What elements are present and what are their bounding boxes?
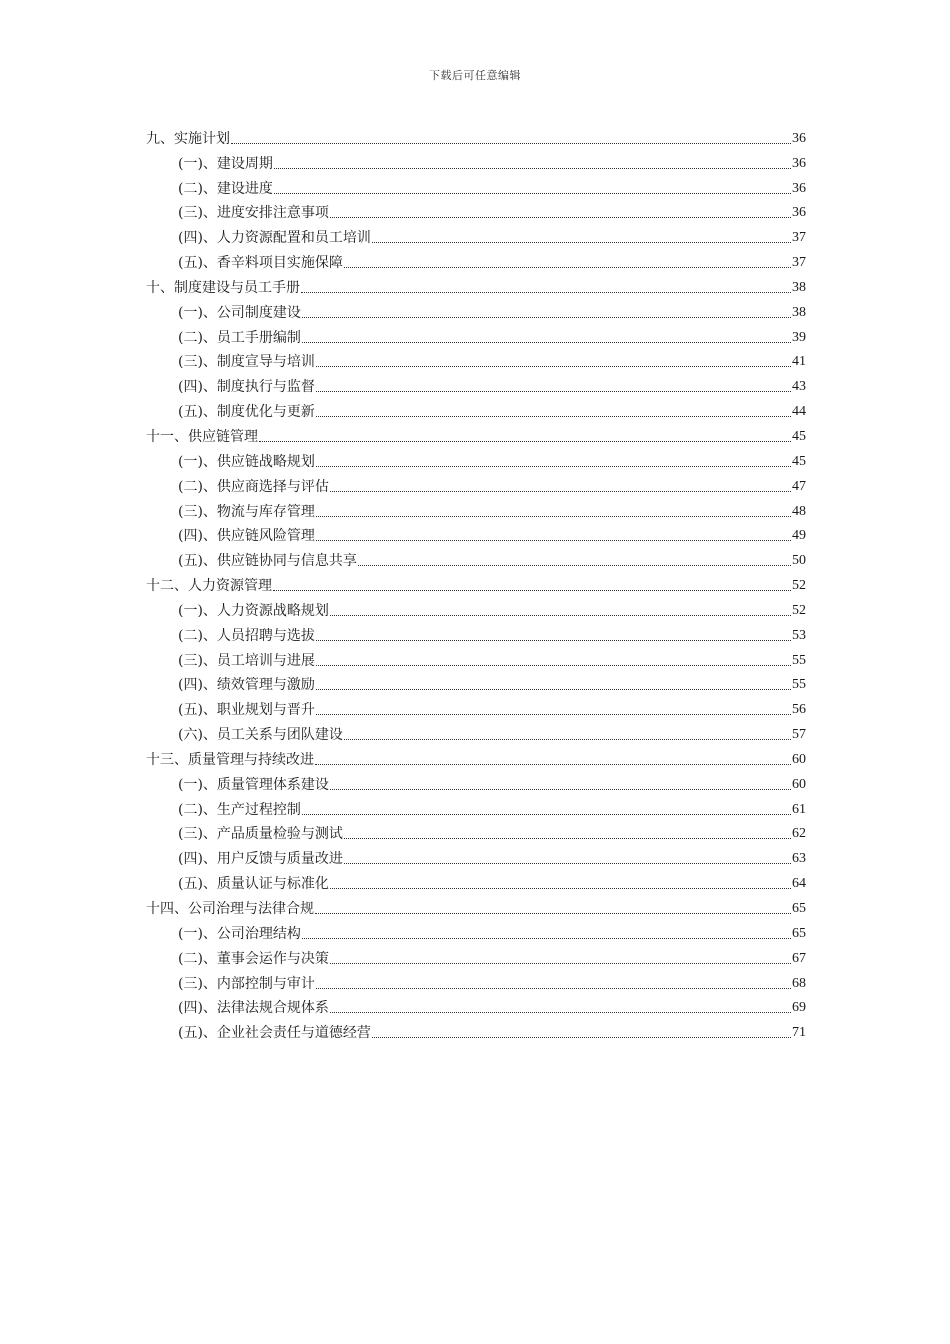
toc-entry-title: 十、制度建设与员工手册 xyxy=(146,279,300,296)
toc-entry-title: (三)、内部控制与审计 xyxy=(178,975,315,992)
toc-page-number: 43 xyxy=(792,379,806,395)
toc-entry-title: (五)、制度优化与更新 xyxy=(178,404,315,421)
toc-section-entry[interactable] xyxy=(146,325,806,350)
toc-entry-title: (六)、员工关系与团队建设 xyxy=(178,727,343,744)
toc-page-number: 36 xyxy=(792,205,806,221)
toc-section-entry[interactable] xyxy=(146,971,806,996)
toc-entry-title: (二)、供应商选择与评估 xyxy=(178,478,329,495)
toc-entry-title: (一)、公司制度建设 xyxy=(178,304,301,321)
toc-dot-leader xyxy=(330,888,791,889)
toc-section-entry[interactable] xyxy=(146,623,806,648)
toc-page-number: 47 xyxy=(792,478,806,494)
toc-dot-leader xyxy=(316,366,791,367)
toc-page-number: 38 xyxy=(792,304,806,320)
toc-dot-leader xyxy=(330,789,791,790)
toc-section-entry[interactable] xyxy=(146,722,806,747)
toc-entry-title: (四)、法律法规合规体系 xyxy=(178,1000,329,1017)
toc-entry-title: (一)、公司治理结构 xyxy=(178,925,301,942)
toc-page-number: 71 xyxy=(792,1025,806,1041)
toc-entry-title: 十二、人力资源管理 xyxy=(146,578,272,595)
toc-page-number: 45 xyxy=(792,428,806,444)
toc-page-number: 50 xyxy=(792,553,806,569)
toc-entry-title: (三)、物流与库存管理 xyxy=(178,503,315,520)
toc-page-number: 37 xyxy=(792,230,806,246)
toc-entry-title: (二)、人员招聘与选拔 xyxy=(178,627,315,644)
toc-page-number: 65 xyxy=(792,901,806,916)
toc-page-number: 52 xyxy=(792,602,806,618)
toc-entry-title: (二)、员工手册编制 xyxy=(178,329,301,346)
toc-page-number: 48 xyxy=(792,503,806,519)
toc-dot-leader xyxy=(274,193,791,194)
toc-section-entry[interactable] xyxy=(146,871,806,896)
toc-entry-title: (五)、质量认证与标准化 xyxy=(178,876,329,893)
toc-dot-leader xyxy=(344,863,791,864)
toc-dot-leader xyxy=(358,565,791,566)
toc-dot-leader xyxy=(316,540,791,541)
toc-page-number: 69 xyxy=(792,1000,806,1016)
toc-section-entry[interactable] xyxy=(146,946,806,971)
toc-chapter-entry[interactable] xyxy=(146,747,806,772)
toc-page-number: 49 xyxy=(792,528,806,544)
toc-entry-title: (三)、员工培训与进展 xyxy=(178,652,315,669)
toc-entry-title: (一)、供应链战略规划 xyxy=(178,453,315,470)
toc-dot-leader xyxy=(316,689,791,690)
toc-entry-title: (一)、人力资源战略规划 xyxy=(178,602,329,619)
toc-entry-title: (一)、质量管理体系建设 xyxy=(178,776,329,793)
toc-section-entry[interactable] xyxy=(146,499,806,524)
toc-page-number: 57 xyxy=(792,727,806,743)
toc-dot-leader xyxy=(344,267,791,268)
toc-dot-leader xyxy=(316,714,791,715)
toc-page-number: 61 xyxy=(792,801,806,817)
toc-dot-leader xyxy=(231,143,791,144)
toc-section-entry[interactable] xyxy=(146,548,806,573)
toc-dot-leader xyxy=(302,814,791,815)
toc-dot-leader xyxy=(316,640,791,641)
toc-section-entry[interactable] xyxy=(146,250,806,275)
toc-page-number: 38 xyxy=(792,279,806,295)
toc-page-number: 63 xyxy=(792,851,806,867)
toc-dot-leader xyxy=(301,292,791,293)
toc-entry-title: (四)、绩效管理与激励 xyxy=(178,677,315,694)
toc-chapter-entry[interactable] xyxy=(146,275,806,300)
toc-entry-title: 九、实施计划 xyxy=(146,130,230,147)
toc-section-entry[interactable] xyxy=(146,921,806,946)
toc-dot-leader xyxy=(316,516,791,517)
toc-page-number: 44 xyxy=(792,404,806,420)
toc-entry-title: (四)、制度执行与监督 xyxy=(178,379,315,396)
toc-dot-leader xyxy=(316,416,791,417)
toc-dot-leader xyxy=(302,317,791,318)
toc-entry-title: (四)、人力资源配置和员工培训 xyxy=(178,230,371,247)
toc-entry-title: (二)、董事会运作与决策 xyxy=(178,950,329,967)
toc-entry-title: 十三、质量管理与持续改进 xyxy=(146,751,314,768)
header-note: 下载后可任意编辑 xyxy=(429,69,521,82)
toc-dot-leader xyxy=(330,615,791,616)
toc-entry-title: (三)、进度安排注意事项 xyxy=(178,205,329,222)
toc-chapter-entry[interactable] xyxy=(146,424,806,449)
toc-entry-title: (五)、职业规划与晋升 xyxy=(178,702,315,719)
toc-page-number: 39 xyxy=(792,329,806,345)
toc-dot-leader xyxy=(302,938,791,939)
toc-dot-leader xyxy=(315,764,791,765)
toc-entry-title: 十四、公司治理与法律合规 xyxy=(146,901,314,917)
toc-section-entry[interactable] xyxy=(146,822,806,847)
toc-chapter-entry[interactable] xyxy=(146,896,806,921)
toc-chapter-entry[interactable] xyxy=(146,573,806,598)
toc-entry-title: (五)、供应链协同与信息共享 xyxy=(178,553,357,570)
toc-page-number: 64 xyxy=(792,876,806,892)
toc-page-number: 60 xyxy=(792,776,806,792)
toc-entry-title: (三)、制度宣导与培训 xyxy=(178,354,315,371)
toc-section-entry[interactable] xyxy=(146,374,806,399)
toc-dot-leader xyxy=(273,590,791,591)
toc-entry-title: (五)、香辛料项目实施保障 xyxy=(178,255,343,272)
toc-page-number: 60 xyxy=(792,751,806,767)
toc-entry-title: (二)、生产过程控制 xyxy=(178,801,301,818)
toc-entry-title: (五)、企业社会责任与道德经营 xyxy=(178,1025,371,1042)
toc-page-number: 36 xyxy=(792,130,806,146)
toc-entry-title: (二)、建设进度 xyxy=(178,180,273,197)
toc-page-number: 56 xyxy=(792,702,806,718)
toc-section-entry[interactable] xyxy=(146,673,806,698)
toc-dot-leader xyxy=(316,466,791,467)
toc-page-number: 67 xyxy=(792,950,806,966)
toc-section-entry[interactable] xyxy=(146,648,806,673)
table-of-contents xyxy=(146,126,806,1045)
toc-section-entry[interactable] xyxy=(146,598,806,623)
toc-page-number: 53 xyxy=(792,627,806,643)
toc-page-number: 55 xyxy=(792,652,806,668)
toc-section-entry[interactable] xyxy=(146,524,806,549)
toc-section-entry[interactable] xyxy=(146,201,806,226)
toc-page-number: 65 xyxy=(792,925,806,941)
toc-entry-title: (三)、产品质量检验与测试 xyxy=(178,826,343,843)
toc-dot-leader xyxy=(372,242,791,243)
toc-section-entry[interactable] xyxy=(146,176,806,201)
toc-section-entry[interactable] xyxy=(146,151,806,176)
toc-dot-leader xyxy=(316,665,791,666)
toc-dot-leader xyxy=(330,217,791,218)
toc-dot-leader xyxy=(330,1012,791,1013)
toc-page-number: 41 xyxy=(792,354,806,370)
toc-dot-leader xyxy=(344,739,791,740)
toc-section-entry[interactable] xyxy=(146,697,806,722)
toc-page-number: 55 xyxy=(792,677,806,693)
toc-page-number: 36 xyxy=(792,155,806,171)
toc-dot-leader xyxy=(259,441,791,442)
toc-entry-title: (四)、供应链风险管理 xyxy=(178,528,315,545)
toc-dot-leader xyxy=(274,168,791,169)
toc-dot-leader xyxy=(372,1037,791,1038)
toc-section-entry[interactable] xyxy=(146,1020,806,1045)
toc-entry-title: (一)、建设周期 xyxy=(178,155,273,172)
toc-entry-title: 十一、供应链管理 xyxy=(146,428,258,445)
toc-dot-leader xyxy=(330,963,791,964)
toc-dot-leader xyxy=(330,491,791,492)
toc-section-entry[interactable] xyxy=(146,797,806,822)
toc-chapter-entry[interactable] xyxy=(146,126,806,151)
toc-page-number: 52 xyxy=(792,578,806,594)
toc-section-entry[interactable] xyxy=(146,300,806,325)
toc-section-entry[interactable] xyxy=(146,772,806,797)
toc-dot-leader xyxy=(316,391,791,392)
toc-section-entry[interactable] xyxy=(146,399,806,424)
toc-entry-title: (四)、用户反馈与质量改进 xyxy=(178,851,343,868)
toc-page-number: 62 xyxy=(792,826,806,842)
toc-section-entry[interactable] xyxy=(146,846,806,871)
toc-dot-leader xyxy=(316,988,791,989)
toc-page-number: 45 xyxy=(792,453,806,469)
toc-dot-leader xyxy=(344,838,791,839)
toc-section-entry[interactable] xyxy=(146,474,806,499)
toc-page-number: 37 xyxy=(792,255,806,271)
toc-section-entry[interactable] xyxy=(146,225,806,250)
toc-section-entry[interactable] xyxy=(146,449,806,474)
toc-page-number: 36 xyxy=(792,180,806,196)
toc-dot-leader xyxy=(315,913,791,914)
toc-page-number: 68 xyxy=(792,975,806,991)
toc-section-entry[interactable] xyxy=(146,996,806,1021)
toc-dot-leader xyxy=(302,342,791,343)
toc-section-entry[interactable] xyxy=(146,350,806,375)
